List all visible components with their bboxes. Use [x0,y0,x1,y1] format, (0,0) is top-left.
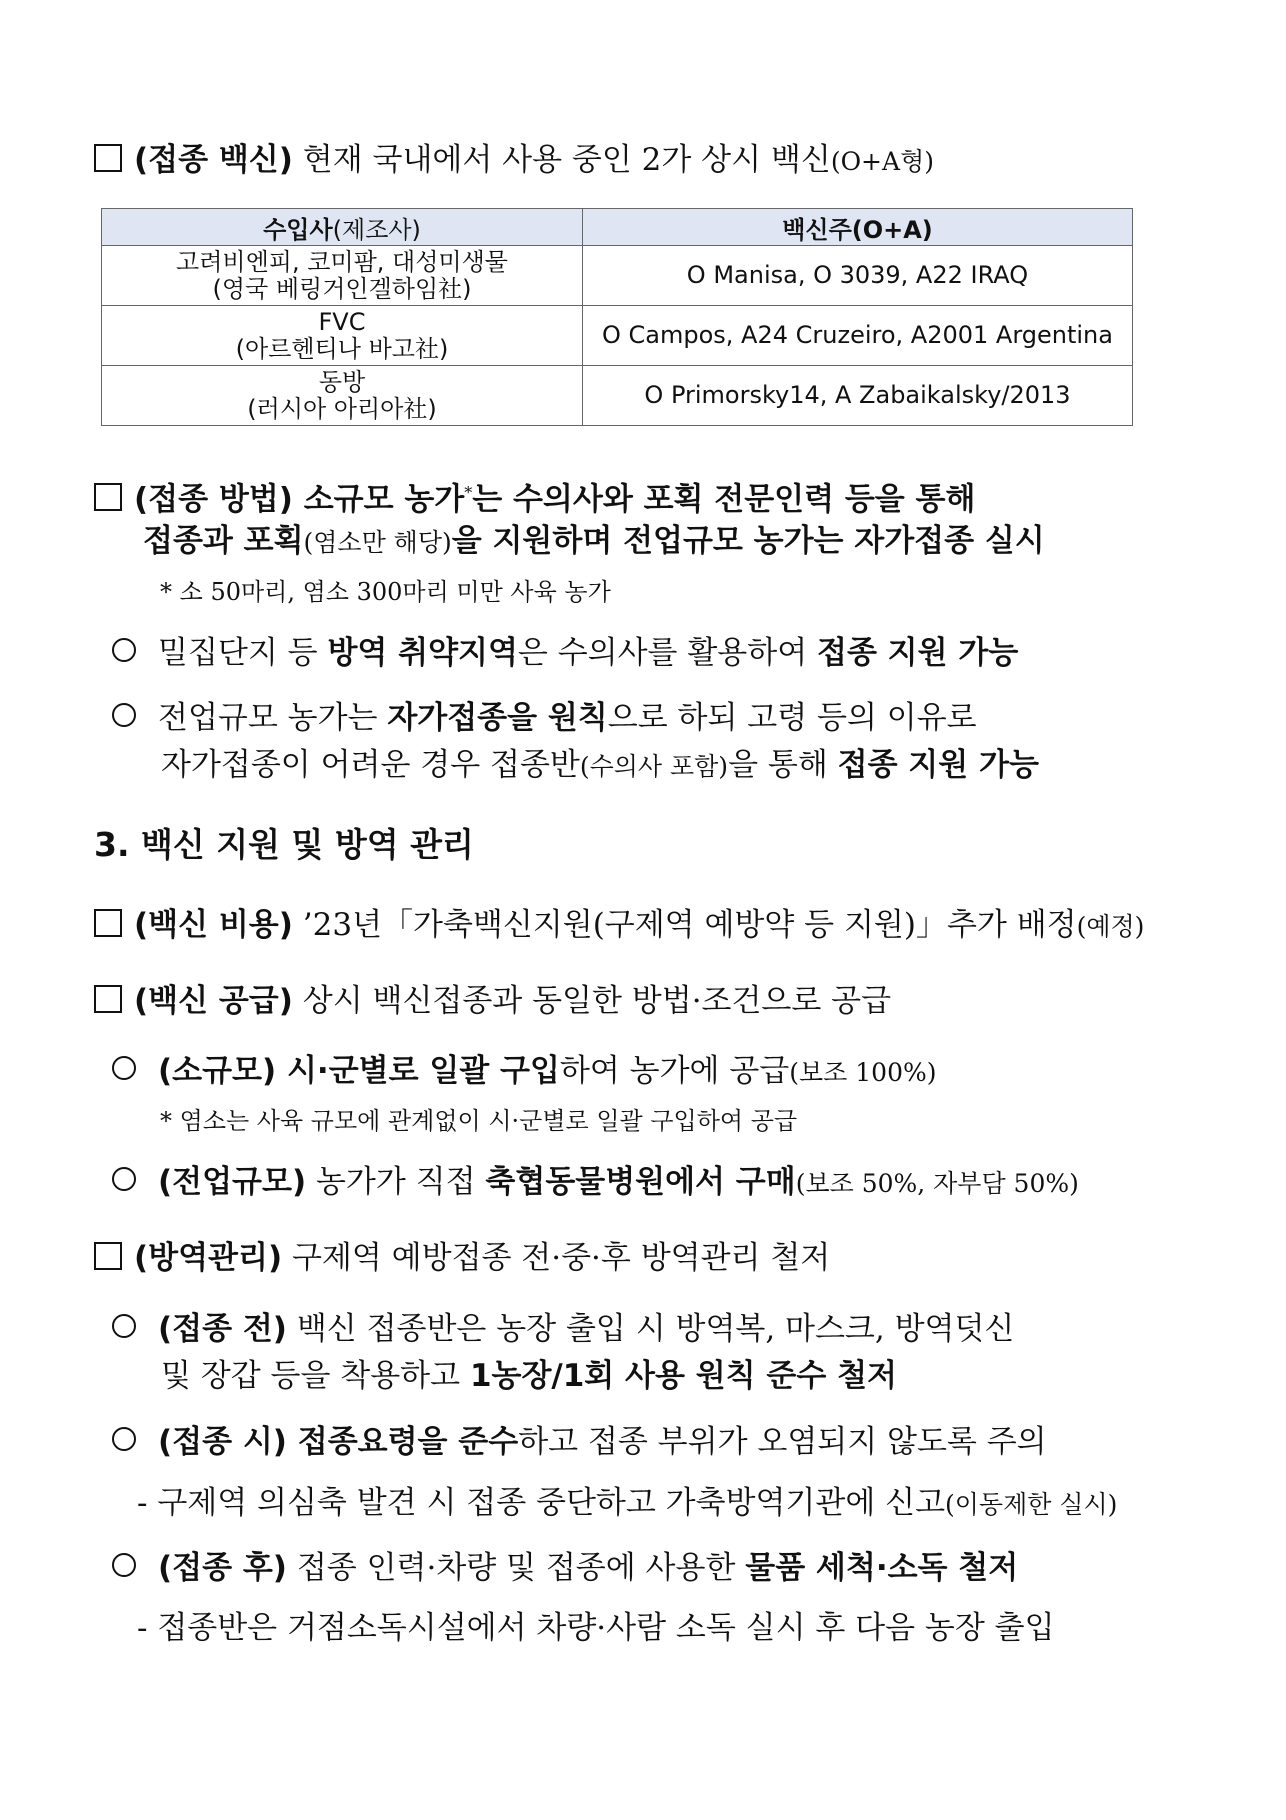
table-cell-strain: O Campos, A24 Cruzeiro, A2001 Argentina [583,306,1133,366]
bullet-vulnerable-area: 밀집단지 등 방역 취약지역은 수의사를 활용하여 접종 지원 가능 [112,633,1018,673]
table-cell-strain: O Primorsky14, A Zabaikalsky/2013 [583,366,1133,426]
section-quarantine: (방역관리) 구제역 예방접종 전·중·후 방역관리 철저 [94,1238,830,1278]
bullet-large-farm-line2: 자가접종이 어려운 경우 접종반(수의사 포함)을 통해 접종 지원 가능 [161,747,1039,783]
bullet-during-vaccination: (접종 시) 접종요령을 준수하고 접종 부위가 오염되지 않도록 주의 [112,1422,1047,1462]
circle-bullet-icon [112,703,136,727]
section-vaccine-supply: (백신 공급) 상시 백신접종과 동일한 방법·조건으로 공급 [94,981,891,1021]
table-header-row [102,209,1133,246]
table-header-strain: 백신주(O+A) [583,209,1133,246]
circle-bullet-icon [112,1553,136,1577]
section-vaccine-cost: (백신 비용) ’23년「가축백신지원(구제역 예방약 등 지원)」추가 배정(예정) [94,905,1144,947]
checkbox-square-icon [94,985,122,1013]
footnote-small-farm: * 소 50마리, 염소 300마리 미만 사육 농가 [160,578,611,606]
table-cell-manufacturer: 동방 (러시아 아리아社) [102,366,583,426]
table-row [102,246,1133,306]
circle-bullet-icon [112,638,136,662]
table-cell-manufacturer: FVC (아르헨티나 바고社) [102,306,583,366]
bullet-after-vaccination: (접종 후) 접종 인력·차량 및 접종에 사용한 물품 세척·소독 철저 [112,1548,1018,1588]
checkbox-square-icon [94,144,122,172]
circle-bullet-icon [112,1056,136,1080]
checkbox-square-icon [94,483,122,511]
bullet-small-scale: (소규모) 시·군별로 일괄 구입하여 농가에 공급(보조 100%) [112,1051,937,1093]
bullet-before-vaccination-line2: 및 장갑 등을 착용하고 1농장/1회 사용 원칙 준수 철저 [161,1358,897,1394]
table-row [102,366,1133,426]
checkbox-square-icon [94,1242,122,1270]
vaccination-method-line2: 접종과 포획(염소만 해당)을 지원하며 전업규모 농가는 자가접종 실시 [143,523,1045,559]
bullet-large-scale: (전업규모) 농가가 직접 축협동물병원에서 구매(보조 50%, 자부담 50%) [112,1162,1079,1204]
section-vaccination-method: (접종 방법) 소규모 농가*는 수의사와 포획 전문인력 등을 통해 [94,473,975,519]
circle-bullet-icon [112,1427,136,1451]
table-row [102,306,1133,366]
section-heading: 3. 백신 지원 및 방역 관리 [94,825,474,864]
table-cell-manufacturer: 고려비엔피, 코미팜, 대성미생물 (영국 베링거인겔하임社) [102,246,583,306]
checkbox-square-icon [94,909,122,937]
vaccine-table [101,208,1133,426]
table-header-manufacturer: 수입사(제조사) [102,209,583,246]
bullet-before-vaccination: (접종 전) 백신 접종반은 농장 출입 시 방역복, 마스크, 방역덧신 [112,1309,1014,1349]
footnote-goat: * 염소는 사육 규모에 관계없이 시·군별로 일괄 구입하여 공급 [160,1107,798,1135]
bullet-large-farm: 전업규모 농가는 자가접종을 원칙으로 하되 고령 등의 이유로 [112,698,977,738]
circle-bullet-icon [112,1314,136,1338]
dash-suspected-case: - 구제역 의심축 발견 시 접종 중단하고 가축방역기관에 신고(이동제한 실시) [137,1485,1118,1521]
dash-disinfection: - 접종반은 거점소독시설에서 차량·사람 소독 실시 후 다음 농장 출입 [137,1610,1055,1646]
circle-bullet-icon [112,1167,136,1191]
section-vaccine-type: (접종 백신) 현재 국내에서 사용 중인 2가 상시 백신(O+A형) [94,140,934,182]
table-cell-strain: O Manisa, O 3039, A22 IRAQ [583,246,1133,306]
